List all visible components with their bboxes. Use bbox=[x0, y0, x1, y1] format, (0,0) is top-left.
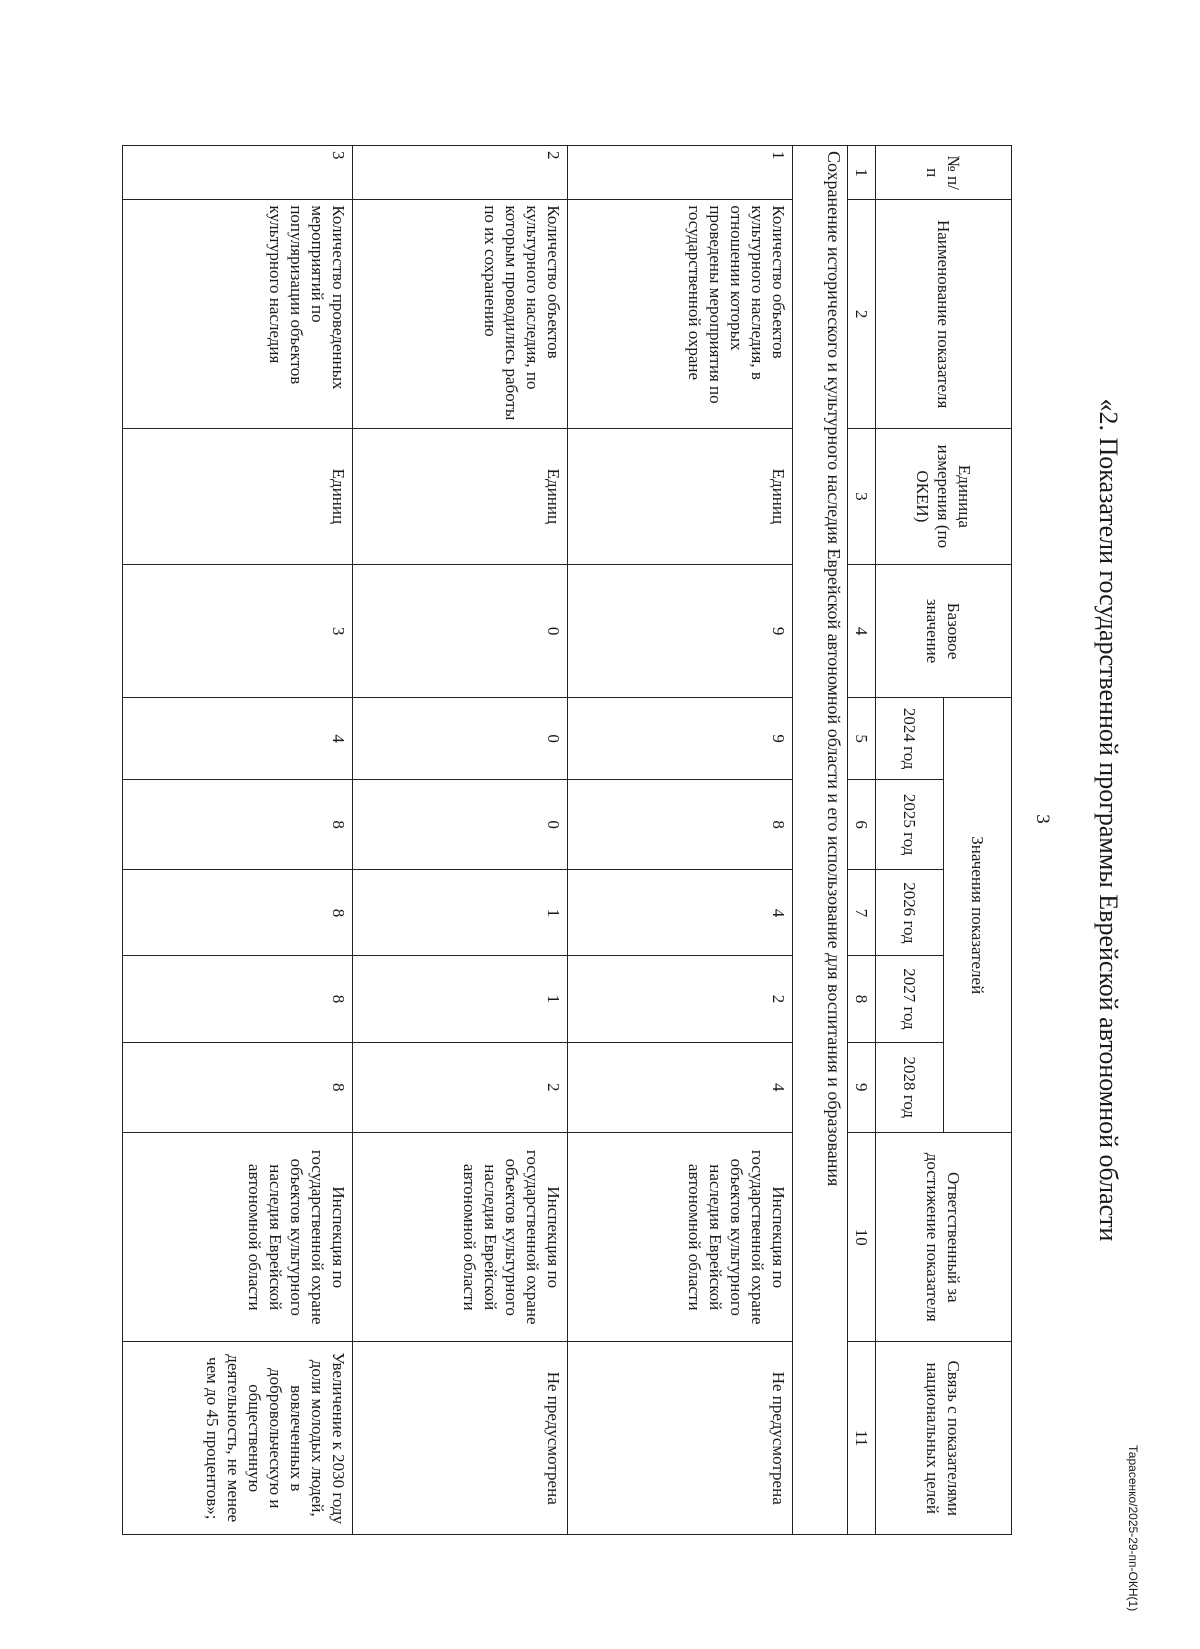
row-responsible: Инспекция по государственной охране объектов культурного наследия Еврейской автономной области bbox=[353, 1133, 568, 1342]
row-value-2028: 8 bbox=[123, 1042, 353, 1133]
column-number: 10 bbox=[847, 1133, 875, 1342]
header-responsible: Ответственный за достижение показателя bbox=[875, 1133, 1011, 1342]
header-unit: Единица измерения (по ОКЕИ) bbox=[875, 428, 1011, 564]
row-value-2027: 1 bbox=[353, 956, 568, 1042]
row-responsible: Инспекция по государственной охране объектов культурного наследия Еврейской автономной области bbox=[568, 1133, 793, 1342]
row-num: 3 bbox=[123, 146, 353, 200]
row-value-2024: 9 bbox=[568, 698, 793, 780]
row-value-2027: 8 bbox=[123, 956, 353, 1042]
column-number: 9 bbox=[847, 1042, 875, 1133]
row-name: Количество проведенных мероприятий по популяризации объектов культурного наследия bbox=[123, 200, 353, 429]
header-row-1 bbox=[943, 146, 1011, 1535]
row-value-2028: 4 bbox=[568, 1042, 793, 1133]
footer-code: Тарасенко/2025-29-пп-ОКН(1) bbox=[1126, 1445, 1140, 1612]
row-link: Увеличение к 2030 году доли молодых людей, вовлеченных в добровольческую и общественную деятельность, не менее чем до 45 процентов»; bbox=[123, 1342, 353, 1535]
row-value-2026: 4 bbox=[568, 870, 793, 956]
column-number: 4 bbox=[847, 564, 875, 698]
column-number: 1 bbox=[847, 146, 875, 200]
row-base: 9 bbox=[568, 564, 793, 698]
column-number: 11 bbox=[847, 1342, 875, 1535]
header-year-2024: 2024 год bbox=[875, 698, 943, 780]
header-name: Наименование показателя bbox=[875, 200, 1011, 429]
row-base: 3 bbox=[123, 564, 353, 698]
row-unit: Единиц bbox=[353, 428, 568, 564]
row-value-2024: 4 bbox=[123, 698, 353, 780]
column-number: 2 bbox=[847, 200, 875, 429]
header-num: № п/п bbox=[875, 146, 1011, 200]
header-year-2025: 2025 год bbox=[875, 779, 943, 870]
row-num: 1 bbox=[568, 146, 793, 200]
column-number: 8 bbox=[847, 956, 875, 1042]
section-row bbox=[793, 146, 848, 1535]
row-value-2025: 8 bbox=[568, 779, 793, 870]
header-year-2026: 2026 год bbox=[875, 870, 943, 956]
row-num: 2 bbox=[353, 146, 568, 200]
header-year-2027: 2027 год bbox=[875, 956, 943, 1042]
row-unit: Единиц bbox=[568, 428, 793, 564]
row-value-2025: 8 bbox=[123, 779, 353, 870]
column-number: 7 bbox=[847, 870, 875, 956]
row-value-2025: 0 bbox=[353, 779, 568, 870]
table-row bbox=[123, 146, 353, 1535]
header-year-2028: 2028 год bbox=[875, 1042, 943, 1133]
row-name: Количество объектов культурного наследия, в отношении которых проведены мероприятия по государственной охране bbox=[568, 200, 793, 429]
row-name: Количество объектов культурного наследия, по которым проводились работы по их сохранению bbox=[353, 200, 568, 429]
header-link: Связь с показателями национальных целей bbox=[875, 1342, 1011, 1535]
table-row bbox=[353, 146, 568, 1535]
row-value-2027: 2 bbox=[568, 956, 793, 1042]
row-base: 0 bbox=[353, 564, 568, 698]
header-values-group: Значения показателей bbox=[943, 698, 1011, 1133]
table-row bbox=[568, 146, 793, 1535]
row-link: Не предусмотрена bbox=[353, 1342, 568, 1535]
row-value-2026: 1 bbox=[353, 870, 568, 956]
column-number: 6 bbox=[847, 779, 875, 870]
section-title: Сохранение исторического и культурного наследия Еврейской автономной области и его использование для воспитания и образования bbox=[793, 146, 848, 1535]
row-value-2024: 0 bbox=[353, 698, 568, 780]
row-responsible: Инспекция по государственной охране объектов культурного наследия Еврейской автономной области bbox=[123, 1133, 353, 1342]
row-value-2028: 2 bbox=[353, 1042, 568, 1133]
header-base: Базовое значение bbox=[875, 564, 1011, 698]
indicators-table bbox=[122, 145, 1012, 1535]
column-numbers-row bbox=[847, 146, 875, 1535]
page-number: 3 bbox=[1031, 814, 1053, 824]
row-value-2026: 8 bbox=[123, 870, 353, 956]
column-number: 5 bbox=[847, 698, 875, 780]
row-link: Не предусмотрена bbox=[568, 1342, 793, 1535]
rotated-page-content bbox=[114, 20, 1124, 1620]
column-number: 3 bbox=[847, 428, 875, 564]
document-title: «2. Показатели государственной программы Еврейской автономной области bbox=[1094, 398, 1123, 1242]
row-unit: Единиц bbox=[123, 428, 353, 564]
